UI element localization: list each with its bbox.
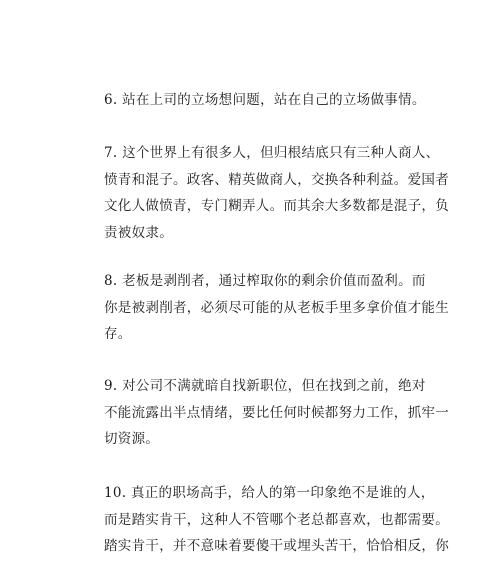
paragraph-line: 愤青和混子。政客、精英做商人，交换各种利益。爱国者 xyxy=(104,171,449,188)
paragraph-line: 切资源。 xyxy=(104,431,160,447)
paragraph-line: 存。 xyxy=(104,326,132,342)
paragraph-line: 踏实肯干，并不意味着要傻干或埋头苦干，恰恰相反，你 xyxy=(104,538,449,554)
paragraph-10 xyxy=(104,480,449,560)
paragraph-9 xyxy=(104,373,449,453)
paragraph-8 xyxy=(104,268,449,348)
paragraph-line: 责被奴隶。 xyxy=(104,224,173,241)
paragraph-line: 6. 站在上司的立场想问题，站在自己的立场做事情。 xyxy=(104,92,426,108)
paragraph-7 xyxy=(104,140,449,246)
paragraph-line: 8. 老板是剥削者，通过榨取你的剩余价值而盈利。而 xyxy=(104,273,426,289)
paragraph-line: 9. 对公司不满就暗自找新职位，但在找到之前，绝对 xyxy=(104,378,426,394)
paragraph-line: 你是被剥削者，必须尽可能的从老板手里多拿价值才能生 xyxy=(104,299,449,316)
paragraph-line: 7. 这个世界上有很多人，但归根结底只有三种人商人、 xyxy=(104,145,440,161)
paragraph-line: 而是踏实肯干，这种人不管哪个老总都喜欢，也都需要。 xyxy=(104,511,449,528)
paragraph-6 xyxy=(104,87,444,114)
paragraph-line: 文化人做愤青，专门糊弄人。而其余大多数都是混子，负 xyxy=(104,198,449,214)
paragraph-line: 10. 真正的职场高手，给人的第一印象绝不是谁的人， xyxy=(104,485,435,501)
paragraph-line: 不能流露出半点情绪，要比任何时候都努力工作，抓牢一 xyxy=(104,404,449,421)
